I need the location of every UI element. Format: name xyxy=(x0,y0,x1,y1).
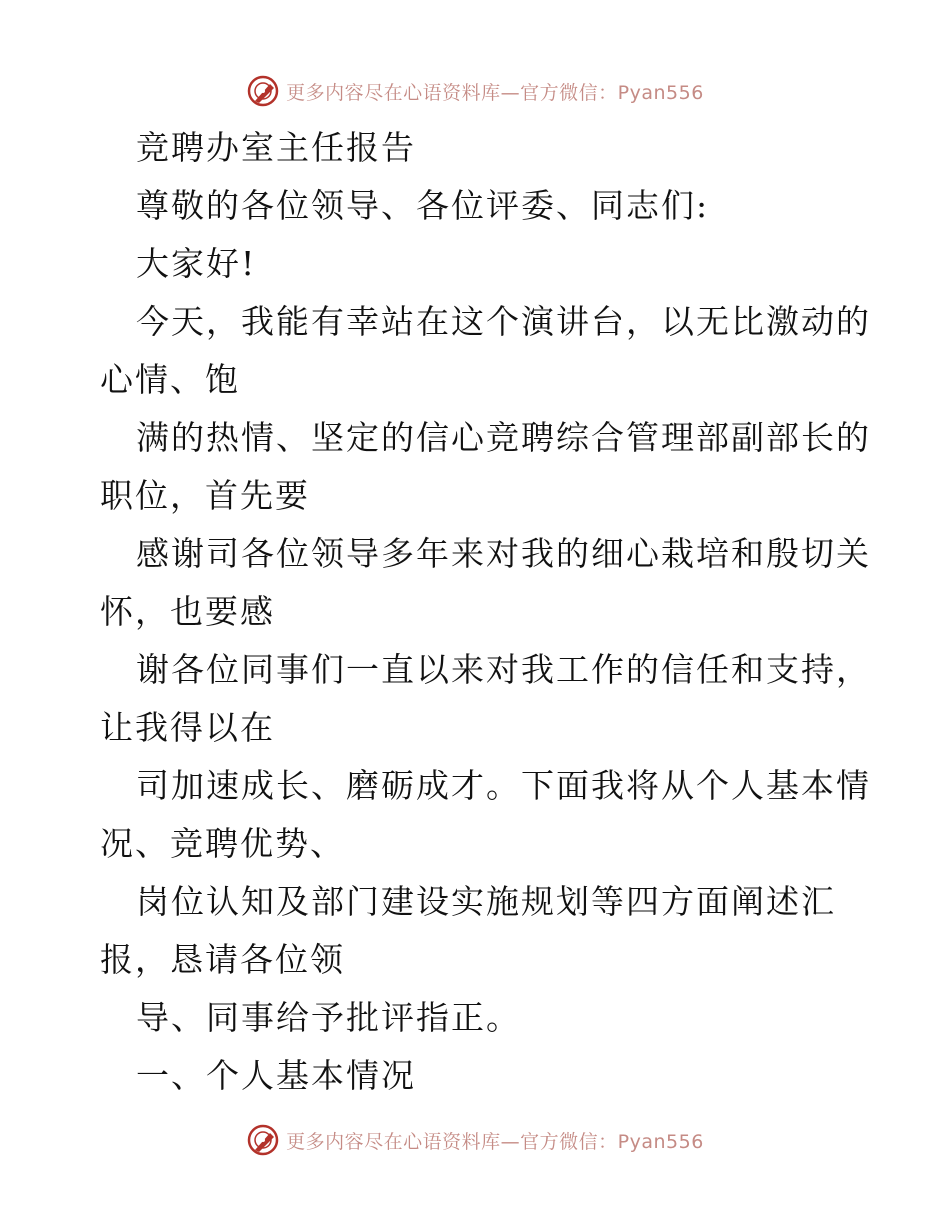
paragraph-line: 报，恳请各位领 xyxy=(100,940,345,979)
paragraph-line: 今天，我能有幸站在这个演讲台，以无比激动的 xyxy=(136,302,871,341)
paragraph-line: 谢各位同事们一直以来对我工作的信任和支持， xyxy=(136,650,871,689)
paragraph-line: 导、同事给予批评指正。 xyxy=(136,998,521,1037)
section-heading: 一、个人基本情况 xyxy=(136,1056,416,1095)
footer-banner xyxy=(0,1120,950,1160)
salutation: 尊敬的各位领导、各位评委、同志们: xyxy=(136,186,710,225)
paragraph-line: 让我得以在 xyxy=(100,708,275,747)
paragraph-line: 职位，首先要 xyxy=(100,476,310,515)
paragraph-line: 司加速成长、磨砺成才。下面我将从个人基本情 xyxy=(136,766,871,805)
paragraph-line: 况、竞聘优势、 xyxy=(100,824,345,863)
document-title: 竞聘办室主任报告 xyxy=(136,128,416,167)
header-banner xyxy=(0,71,950,111)
paragraph-line: 岗位认知及部门建设实施规划等四方面阐述汇 xyxy=(136,882,836,921)
paragraph-line: 怀，也要感 xyxy=(100,592,275,631)
header-banner-text: 更多内容尽在心语资料库—官方微信：Pyan556 xyxy=(286,81,704,104)
greeting: 大家好! xyxy=(136,244,257,283)
paragraph-line: 满的热情、坚定的信心竞聘综合管理部副部长的 xyxy=(136,418,871,457)
document-body xyxy=(100,123,871,1109)
paragraph-line: 心情、饱 xyxy=(100,360,240,399)
paragraph-line: 感谢司各位领导多年来对我的细心栽培和殷切关 xyxy=(136,534,871,573)
pen-nib-logo-icon xyxy=(246,74,280,108)
footer-banner-text: 更多内容尽在心语资料库—官方微信：Pyan556 xyxy=(286,1130,704,1153)
pen-nib-logo-icon xyxy=(246,1123,280,1157)
